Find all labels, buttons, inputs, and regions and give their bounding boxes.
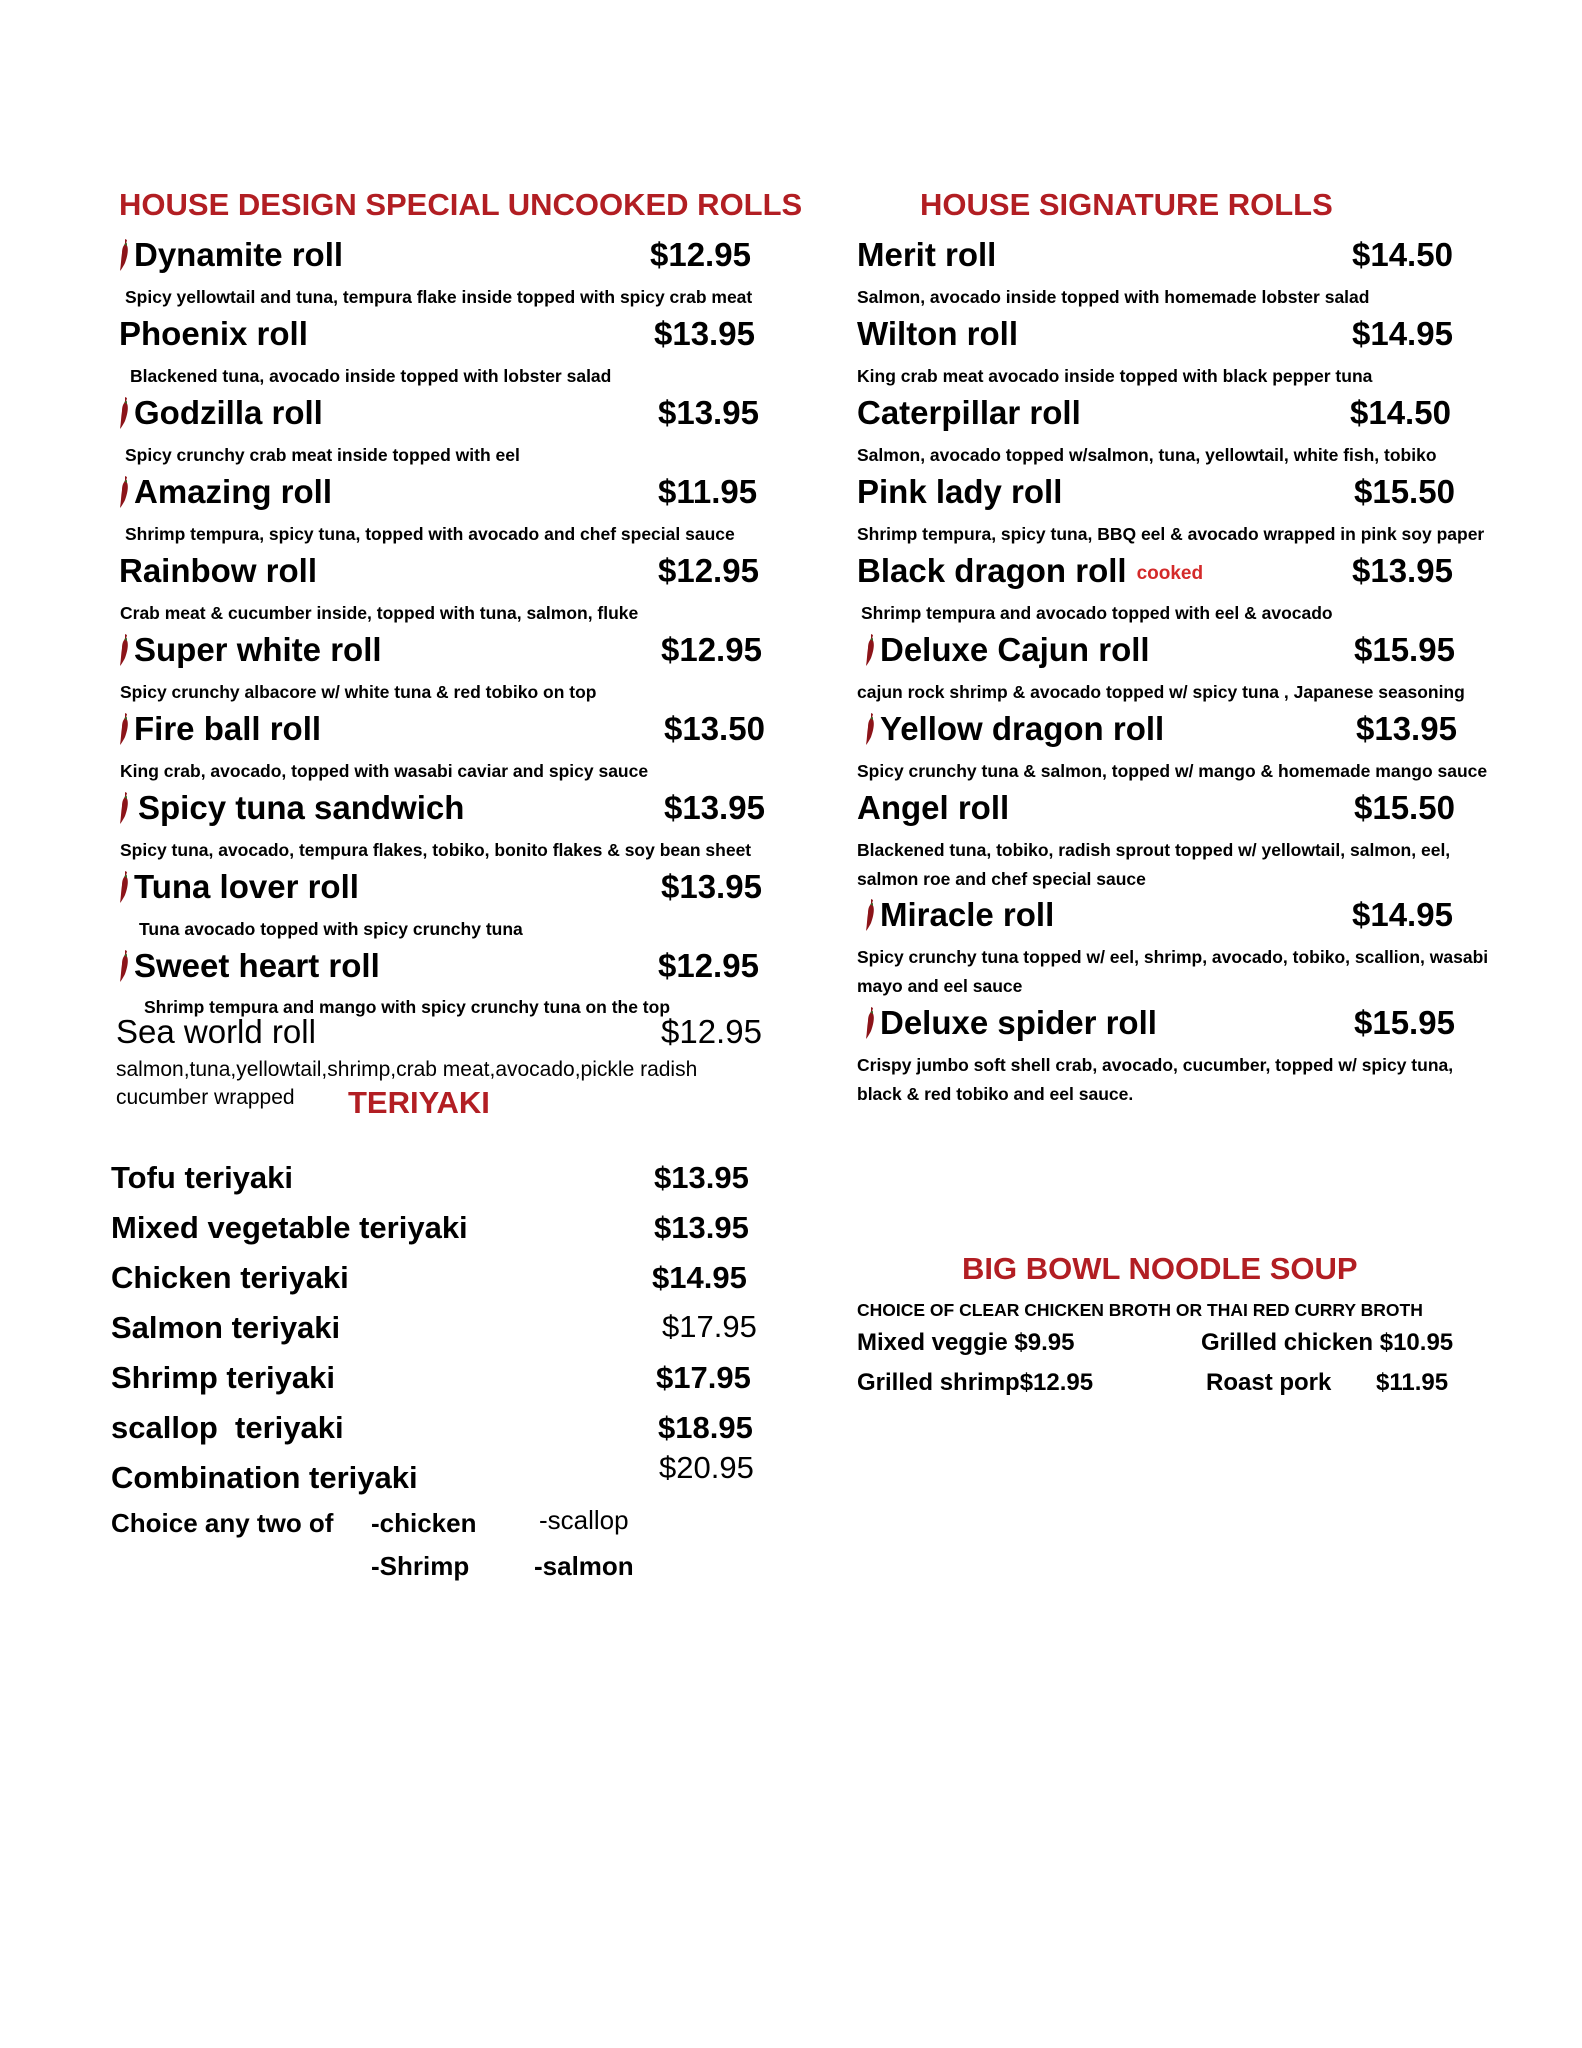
item-description: Shrimp tempura, spicy tuna, topped with avocado and chef special sauce <box>125 524 735 544</box>
item-price: $14.95 <box>1352 896 1453 933</box>
menu-item <box>118 868 359 906</box>
noodle-item-name: Roast pork <box>1206 1369 1332 1396</box>
item-name: Sweet heart roll <box>134 947 380 984</box>
item-name: Merit roll <box>857 236 997 273</box>
item-price: $14.50 <box>1350 394 1451 431</box>
menu-item <box>864 631 1150 669</box>
menu-item <box>857 473 1062 511</box>
item-name: Super white roll <box>134 631 382 668</box>
teriyaki-item-name: Combination teriyaki <box>111 1460 418 1495</box>
item-name: Deluxe spider roll <box>880 1004 1157 1041</box>
chili-pepper-icon <box>864 634 876 666</box>
chili-pepper-icon <box>118 950 130 982</box>
item-description: cajun rock shrimp & avocado topped w/ spicy tuna , Japanese seasoning <box>857 682 1465 702</box>
item-description: Blackened tuna, tobiko, radish sprout topped w/ yellowtail, salmon, eel, <box>857 840 1451 860</box>
item-description: cucumber wrapped <box>116 1086 295 1109</box>
menu-item <box>857 315 1018 353</box>
menu-item <box>118 394 323 432</box>
uncooked-heading: HOUSE DESIGN SPECIAL UNCOOKED ROLLS <box>119 187 803 222</box>
item-price: $13.95 <box>1356 710 1457 747</box>
noodle-subtitle: CHOICE OF CLEAR CHICKEN BROTH OR THAI RED CURRY BROTH <box>857 1300 1423 1320</box>
noodle-item-price: $11.95 <box>1376 1369 1449 1396</box>
item-name: Deluxe Cajun roll <box>880 631 1150 668</box>
item-description: mayo and eel sauce <box>857 976 1023 996</box>
teriyaki-item-price: $20.95 <box>659 1450 754 1485</box>
teriyaki-heading: TERIYAKI <box>348 1085 490 1120</box>
item-name: Sea world roll <box>116 1013 316 1050</box>
noodle-item: Grilled shrimp$12.95 <box>857 1369 1094 1396</box>
item-name: Black dragon roll <box>857 552 1127 589</box>
item-price: $15.50 <box>1354 789 1455 826</box>
teriyaki-item-price: $17.95 <box>662 1309 757 1344</box>
item-price: $12.95 <box>658 552 759 589</box>
item-name: Angel roll <box>857 789 1010 826</box>
item-description: black & red tobiko and eel sauce. <box>857 1084 1134 1104</box>
chili-pepper-icon <box>118 713 130 745</box>
item-price: $12.95 <box>661 1013 762 1050</box>
item-name: Spicy tuna sandwich <box>138 789 465 826</box>
noodle-heading: BIG BOWL NOODLE SOUP <box>962 1251 1358 1286</box>
item-description: Spicy tuna, avocado, tempura flakes, tobiko, bonito flakes & soy bean sheet <box>120 840 752 860</box>
teriyaki-choice: -scallop <box>539 1505 629 1535</box>
teriyaki-item-price: $17.95 <box>656 1360 751 1395</box>
item-description: Spicy crunchy albacore w/ white tuna & red tobiko on top <box>120 682 597 702</box>
chili-pepper-icon <box>118 239 130 271</box>
chili-pepper-icon <box>118 792 130 824</box>
chili-pepper-icon <box>118 634 130 666</box>
teriyaki-item-name: Tofu teriyaki <box>111 1160 294 1195</box>
item-description: Tuna avocado topped with spicy crunchy tuna <box>139 919 523 939</box>
item-price: $13.95 <box>661 868 762 905</box>
item-name: Dynamite roll <box>134 236 344 273</box>
menu-item <box>864 710 1164 748</box>
menu-item <box>118 236 343 274</box>
item-price: $13.95 <box>1352 552 1453 589</box>
item-name: Wilton roll <box>857 315 1019 352</box>
chili-pepper-icon <box>118 476 130 508</box>
teriyaki-item-name: scallop teriyaki <box>111 1410 344 1445</box>
item-name: Amazing roll <box>134 473 333 510</box>
chili-pepper-icon <box>118 871 130 903</box>
item-description: Spicy crunchy crab meat inside topped with eel <box>125 445 520 465</box>
item-price: $12.95 <box>661 631 762 668</box>
item-price: $13.95 <box>654 315 755 352</box>
menu-item <box>857 236 996 274</box>
item-name: Phoenix roll <box>119 315 308 352</box>
chili-pepper-icon <box>864 899 876 931</box>
teriyaki-item-name: Salmon teriyaki <box>111 1310 341 1345</box>
item-price: $11.95 <box>658 473 758 510</box>
menu-item <box>857 789 1009 827</box>
menu-item <box>118 710 321 748</box>
menu-item <box>118 473 332 511</box>
item-description: Spicy crunchy tuna & salmon, topped w/ mango & homemade mango sauce <box>857 761 1488 781</box>
menu-item <box>118 947 380 985</box>
menu-item <box>118 789 464 827</box>
item-price: $14.50 <box>1352 236 1453 273</box>
teriyaki-item-name: Chicken teriyaki <box>111 1260 349 1295</box>
item-price: $14.95 <box>1352 315 1453 352</box>
menu-item <box>864 896 1054 934</box>
item-price: $15.95 <box>1354 1004 1455 1041</box>
teriyaki-item-price: $14.95 <box>652 1260 747 1295</box>
teriyaki-item-price: $13.95 <box>654 1160 749 1195</box>
menu-item <box>118 631 382 669</box>
item-name: Miracle roll <box>880 896 1055 933</box>
item-price: $13.95 <box>664 789 765 826</box>
item-description: Crispy jumbo soft shell crab, avocado, cucumber, topped w/ spicy tuna, <box>857 1055 1454 1075</box>
item-description: Spicy crunchy tuna topped w/ eel, shrimp, avocado, tobiko, scallion, wasabi <box>857 947 1489 967</box>
item-name: Godzilla roll <box>134 394 323 431</box>
chili-pepper-icon <box>864 713 876 745</box>
teriyaki-item-name: Shrimp teriyaki <box>111 1360 335 1395</box>
item-price: $12.95 <box>650 236 751 273</box>
teriyaki-item-price: $13.95 <box>654 1210 749 1245</box>
menu-item <box>857 394 1081 432</box>
menu-item <box>857 552 1203 590</box>
cooked-note: cooked <box>1136 563 1204 584</box>
teriyaki-item-name: Mixed vegetable teriyaki <box>111 1210 468 1245</box>
item-description: Blackened tuna, avocado inside topped with lobster salad <box>130 366 612 386</box>
menu-item <box>119 315 308 353</box>
item-description: Crab meat & cucumber inside, topped with tuna, salmon, fluke <box>120 603 639 623</box>
item-description: King crab meat avocado inside topped with black pepper tuna <box>857 366 1373 386</box>
item-description: Shrimp tempura and mango with spicy crunchy tuna on the top <box>144 997 671 1017</box>
item-price: $15.50 <box>1354 473 1455 510</box>
item-price: $15.95 <box>1354 631 1455 668</box>
item-name: Fire ball roll <box>134 710 322 747</box>
noodle-item: Grilled chicken $10.95 <box>1201 1329 1454 1356</box>
item-price: $13.50 <box>664 710 765 747</box>
item-description: Salmon, avocado inside topped with homemade lobster salad <box>857 287 1370 307</box>
teriyaki-choice: -chicken <box>371 1508 477 1538</box>
teriyaki-choice: -Shrimp <box>371 1551 470 1581</box>
chili-pepper-icon <box>864 1007 876 1039</box>
item-name: Caterpillar roll <box>857 394 1081 431</box>
menu-item <box>119 552 317 590</box>
item-name: Tuna lover roll <box>134 868 359 905</box>
item-name: Yellow dragon roll <box>880 710 1165 747</box>
item-price: $12.95 <box>658 947 759 984</box>
item-description: King crab, avocado, topped with wasabi caviar and spicy sauce <box>120 761 649 781</box>
item-description: salmon,tuna,yellowtail,shrimp,crab meat,avocado,pickle radish <box>116 1058 698 1081</box>
signature-heading: HOUSE SIGNATURE ROLLS <box>920 187 1333 222</box>
item-description: Shrimp tempura and avocado topped with eel & avocado <box>861 603 1333 623</box>
teriyaki-choice-label: Choice any two of <box>111 1508 334 1538</box>
noodle-item: Mixed veggie $9.95 <box>857 1329 1075 1356</box>
chili-pepper-icon <box>118 397 130 429</box>
teriyaki-item-price: $18.95 <box>658 1410 753 1445</box>
item-price: $13.95 <box>658 394 759 431</box>
item-description: Spicy yellowtail and tuna, tempura flake inside topped with spicy crab meat <box>125 287 753 307</box>
item-description: Shrimp tempura, spicy tuna, BBQ eel & avocado wrapped in pink soy paper <box>857 524 1485 544</box>
item-description: Salmon, avocado topped w/salmon, tuna, yellowtail, white fish, tobiko <box>857 445 1437 465</box>
item-description: salmon roe and chef special sauce <box>857 869 1146 889</box>
menu-item <box>864 1004 1157 1042</box>
teriyaki-choice: -salmon <box>534 1551 634 1581</box>
item-name: Rainbow roll <box>119 552 317 589</box>
item-name: Pink lady roll <box>857 473 1063 510</box>
